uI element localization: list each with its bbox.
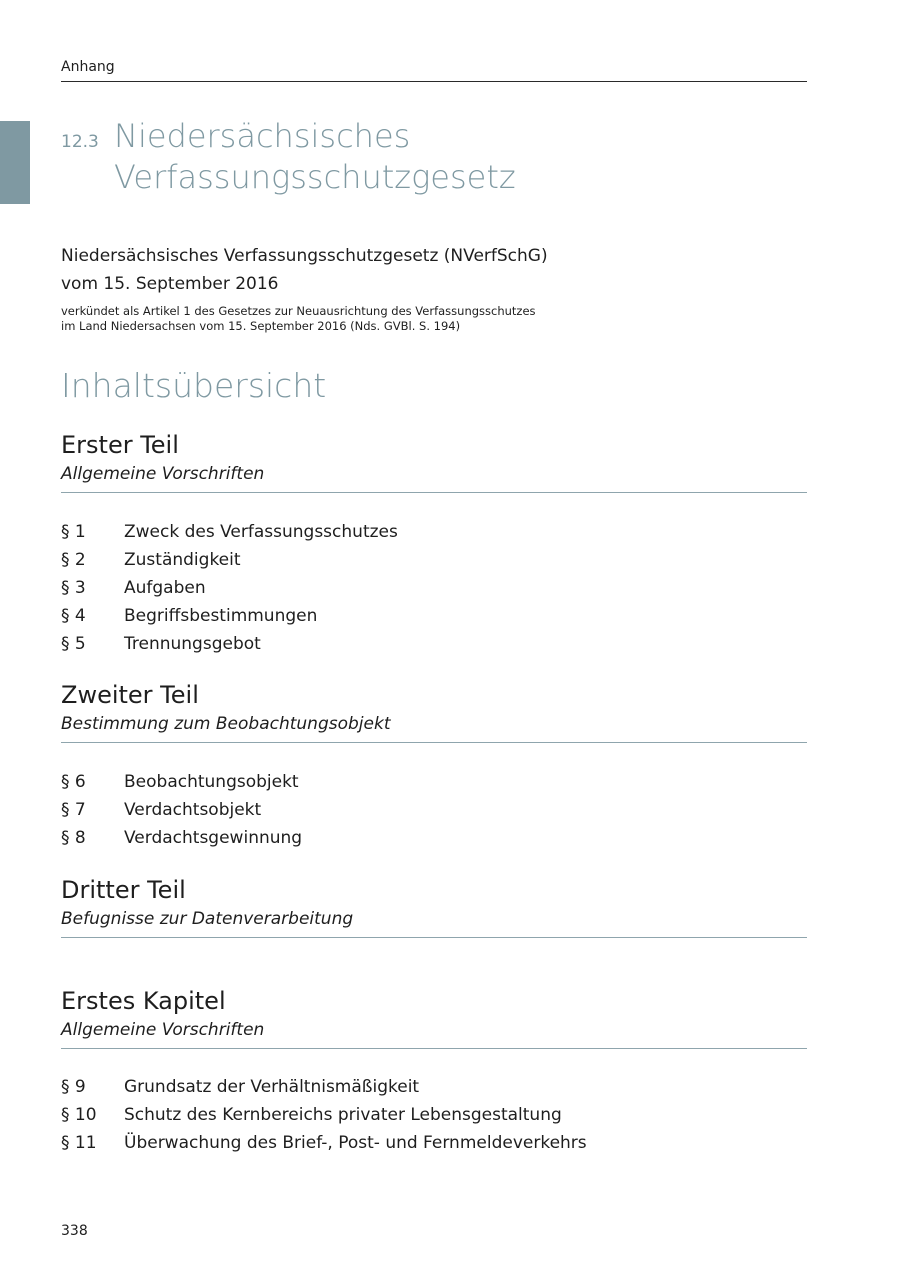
toc-item-label: Zweck des Verfassungsschutzes — [124, 522, 398, 542]
promulgation-line-2: im Land Niedersachsen vom 15. September 2016 (Nds. GVBl. S. 194) — [61, 319, 461, 333]
part-title: Zweiter Teil — [61, 681, 199, 709]
toc-item-number: § 4 — [61, 606, 86, 626]
law-name — [61, 242, 548, 298]
toc-list — [61, 518, 807, 658]
toc-item[interactable] — [61, 574, 807, 602]
part-title: Erster Teil — [61, 431, 179, 459]
part-subtitle: Bestimmung zum Beobachtungsobjekt — [61, 713, 807, 743]
toc-item-label: Zuständigkeit — [124, 550, 241, 570]
page-number: 338 — [61, 1223, 88, 1239]
chapter-side-tab — [0, 121, 30, 204]
law-date-line: vom 15. September 2016 — [61, 274, 279, 294]
toc-item-number: § 7 — [61, 800, 86, 820]
toc-item-label: Beobachtungsobjekt — [124, 772, 299, 792]
toc-item-number: § 2 — [61, 550, 86, 570]
toc-item[interactable] — [61, 1101, 807, 1129]
toc-item-label: Überwachung des Brief-, Post- und Fernmeldeverkehrs — [124, 1133, 587, 1153]
toc-item-number: § 6 — [61, 772, 86, 792]
toc-item[interactable] — [61, 824, 807, 852]
toc-item-number: § 1 — [61, 522, 86, 542]
toc-item-number: § 11 — [61, 1133, 97, 1153]
part-title: Dritter Teil — [61, 876, 186, 904]
toc-item[interactable] — [61, 630, 807, 658]
toc-item-label: Aufgaben — [124, 578, 206, 598]
toc-item[interactable] — [61, 796, 807, 824]
toc-item-label: Grundsatz der Verhältnismäßigkeit — [124, 1077, 420, 1097]
section-title — [114, 116, 516, 198]
section-title-line-1: Niedersächsisches — [114, 117, 411, 155]
toc-item[interactable] — [61, 518, 807, 546]
toc-item-label: Verdachtsgewinnung — [124, 828, 303, 848]
running-header — [61, 58, 807, 82]
toc-part-1 — [61, 430, 807, 658]
toc-list — [61, 1073, 807, 1157]
promulgation-note — [61, 304, 536, 334]
toc-item[interactable] — [61, 1129, 807, 1157]
toc-item-number: § 3 — [61, 578, 86, 598]
toc-item-label: Trennungsgebot — [124, 634, 261, 654]
part-subtitle: Befugnisse zur Datenverarbeitung — [61, 908, 807, 938]
toc-item-label: Schutz des Kernbereichs privater Lebensgestaltung — [124, 1105, 562, 1125]
toc-item-label: Begriffsbestimmungen — [124, 606, 318, 626]
toc-item-number: § 10 — [61, 1105, 97, 1125]
toc-heading: Inhaltsübersicht — [61, 366, 327, 405]
part-subtitle: Allgemeine Vorschriften — [61, 463, 807, 493]
toc-item[interactable] — [61, 546, 807, 574]
toc-item[interactable] — [61, 1073, 807, 1101]
chapter-subtitle: Allgemeine Vorschriften — [61, 1019, 807, 1049]
toc-item[interactable] — [61, 768, 807, 796]
toc-part-2 — [61, 680, 807, 852]
chapter-title: Erstes Kapitel — [61, 987, 226, 1015]
toc-chapter-1 — [61, 986, 807, 1157]
toc-list — [61, 768, 807, 852]
toc-part-3 — [61, 875, 807, 938]
law-name-line-1: Niedersächsisches Verfassungsschutzgesetz (NVerfSchG) — [61, 246, 548, 266]
toc-item[interactable] — [61, 602, 807, 630]
toc-item-label: Verdachtsobjekt — [124, 800, 262, 820]
running-header-title: Anhang — [61, 59, 115, 75]
toc-item-number: § 9 — [61, 1077, 86, 1097]
toc-item-number: § 5 — [61, 634, 86, 654]
section-number: 12.3 — [61, 132, 99, 152]
section-title-line-2: Verfassungsschutzgesetz — [114, 158, 516, 196]
toc-item-number: § 8 — [61, 828, 86, 848]
promulgation-line-1: verkündet als Artikel 1 des Gesetzes zur Neuausrichtung des Verfassungsschutzes — [61, 304, 536, 318]
